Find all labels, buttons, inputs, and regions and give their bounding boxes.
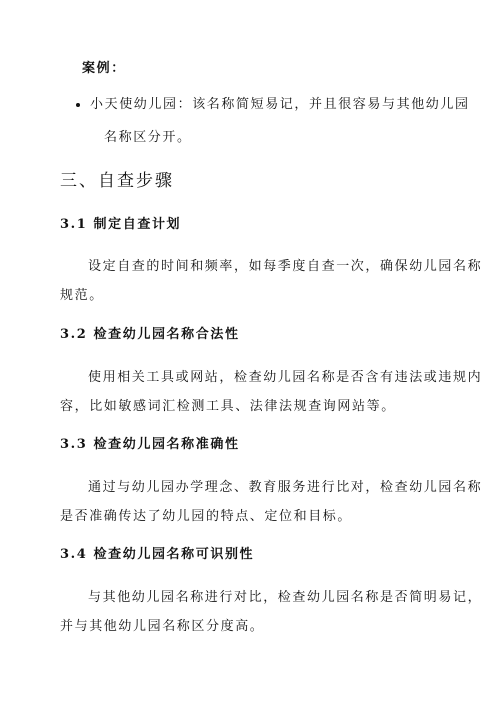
step-2-heading: 3.2 检查幼儿园名称合法性 [60,327,240,342]
step-1-body-line-1: 设定自查的时间和频率，如每季度自查一次，确保幼儿园名称 [88,259,483,274]
step-1-body-line-2: 规范。 [60,288,104,303]
step-3-body-line-2: 是否准确传达了幼儿园的特点、定位和目标。 [60,509,353,524]
step-4-body-line-1: 与其他幼儿园名称进行对比，检查幼儿园名称是否简明易记， [88,590,483,605]
bullet-dot [76,103,80,107]
step-4-body-line-2: 并与其他幼儿园名称区分度高。 [60,619,265,634]
step-2-body-line-2: 容，比如敏感词汇检测工具、法律法规查询网站等。 [60,399,396,414]
case-label: 案例： [82,61,126,76]
step-3-body-line-1: 通过与幼儿园办学理念、教育服务进行比对，检查幼儿园名称 [88,480,483,495]
step-1-heading: 3.1 制定自查计划 [60,217,182,232]
bullet-text-line-2: 名称区分开。 [104,130,192,145]
step-4-heading: 3.4 检查幼儿园名称可识别性 [60,547,255,562]
section-title: 三、自查步骤 [60,171,174,191]
step-3-heading: 3.3 检查幼儿园名称准确性 [60,437,240,452]
bullet-text-line-1: 小天使幼儿园：该名称简短易记，并且很容易与其他幼儿园 [90,97,470,112]
step-2-body-line-1: 使用相关工具或网站，检查幼儿园名称是否含有违法或违规内 [88,370,483,385]
